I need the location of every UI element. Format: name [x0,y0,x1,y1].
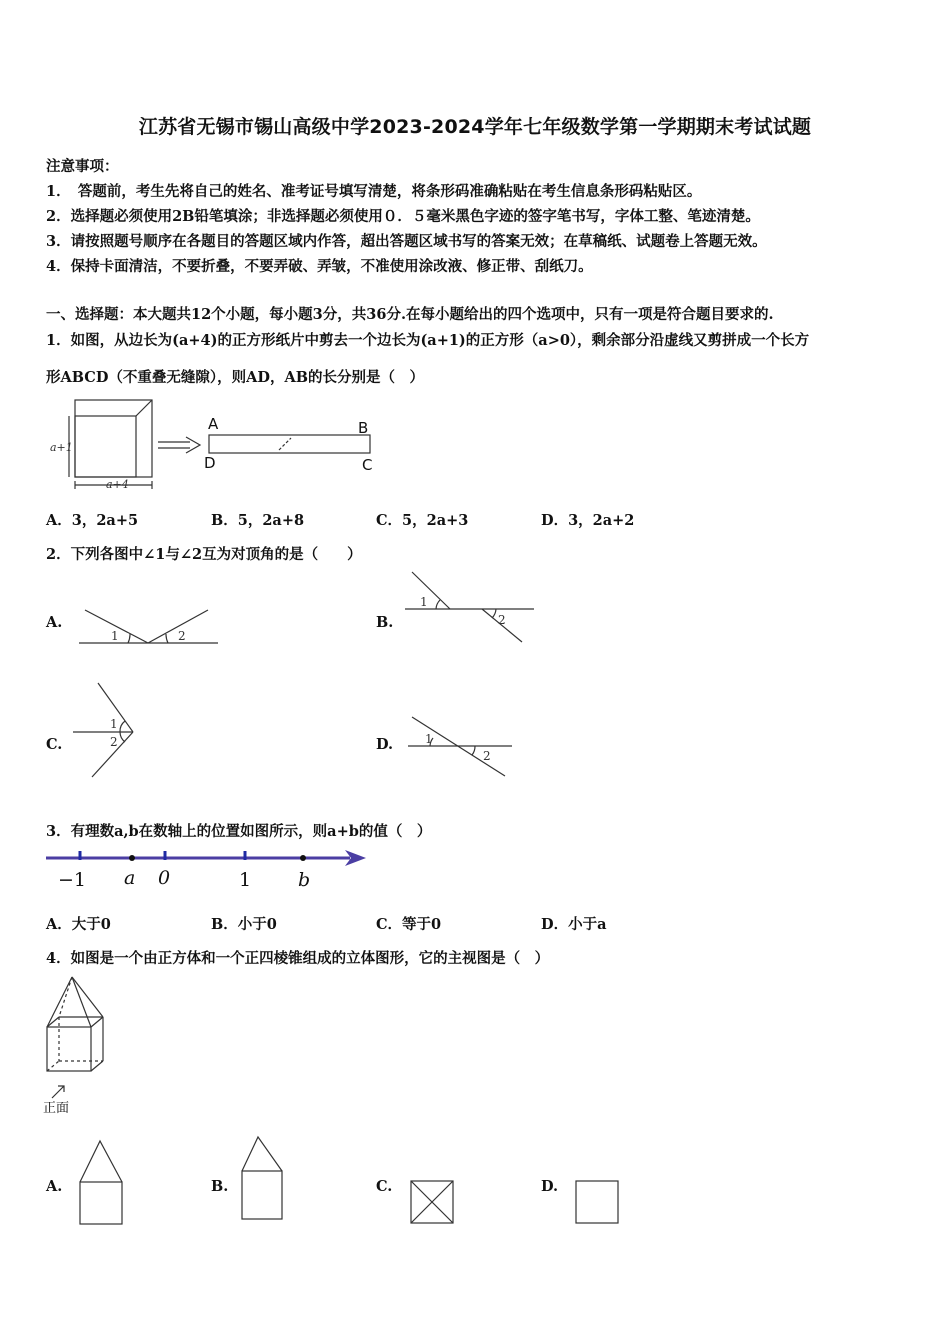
q2-label-a: A. [46,614,63,631]
q3-stem: 3．有理数a,b在数轴上的位置如图所示，则a+b的值（ ） [46,823,432,840]
q2c-angle1: 1 [110,717,118,731]
q4-front-label: 正面 [43,1101,70,1116]
q3-point-b: b [298,869,311,891]
q4-label-a: A. [46,1178,63,1195]
q2d-angle2: 2 [483,749,491,763]
q4-option-b-figure [238,1133,293,1228]
q4-solid-figure [42,972,112,1117]
q1-inner-square [75,416,136,477]
q2a-angle2: 2 [178,629,186,643]
q4-label-b: B. [211,1178,229,1195]
q2b-angle1: 1 [420,595,428,609]
q2-label-c: C. [46,736,63,753]
q1-stem-line2: 形ABCD（不重叠无缝隙），则AD，AB的长分别是（ ） [46,369,424,386]
q1-option-d: D．3，2a+2 [541,512,635,529]
q3-point-a: a [124,867,136,889]
q1-figure [40,395,380,495]
page-title: 江苏省无锡市锡山高级中学2023-2024学年七年级数学第一学期期末考试试题 [138,116,812,138]
notice-item: 3．请按照题号顺序在各题目的答题区域内作答，超出答题区域书写的答案无效；在草稿纸、试题卷上答题无效。 [46,233,767,250]
q4-label-c: C. [376,1178,393,1195]
q2-label-b: B. [376,614,394,631]
q1-option-a: A．3，2a+5 [46,512,139,529]
q3-tick-minus1: −1 [58,869,87,891]
q4-stem: 4．如图是一个由正方体和一个正四棱锥组成的立体图形，它的主视图是（ ） [46,950,550,967]
q2-figure-d [400,710,520,780]
q3-option-a: A．大于0 [46,916,111,933]
q3-tick-1: 1 [239,869,252,891]
q1-vertex-c: C [362,456,373,474]
q4-option-a-figure [75,1136,130,1231]
q2a-angle1: 1 [111,629,119,643]
q4-option-c-figure [408,1178,458,1228]
q2-stem: 2．下列各图中∠1与∠2互为对顶角的是（ ） [46,546,362,563]
q1-stem-line1: 1．如图，从边长为(a+4)的正方形纸片中剪去一个边长为(a+1)的正方形（a>0），剩余部分沿虚线又剪拼成一个长方 [46,332,810,349]
q3-tick-0: 0 [158,867,171,889]
q4-label-d: D. [541,1178,559,1195]
q1-bottom-label: a+4 [106,478,129,491]
q2-figure-a [75,600,225,650]
notice-item: 1． 答题前，考生先将自己的姓名、准考证号填写清楚，将条形码准确粘贴在考生信息条形码粘贴区。 [46,183,702,200]
q1-vertex-d: D [204,454,216,472]
q3-option-c: C．等于0 [376,916,442,933]
q1-vertex-a: A [208,415,219,433]
notice-heading: 注意事项： [46,158,119,175]
q1-option-c: C．5，2a+3 [376,512,469,529]
q1-option-b: B．5，2a+8 [211,512,305,529]
q3-option-b: B．小于0 [211,916,277,933]
q1-rectangle-abcd [209,435,370,453]
q2d-angle1: 1 [425,732,433,746]
q1-side-label: a+1 [50,441,73,454]
notice-item: 4．保持卡面清洁，不要折叠，不要弄破、弄皱，不准使用涂改液、修正带、刮纸刀。 [46,258,593,275]
q2-figure-c [70,680,150,780]
q2b-angle2: 2 [498,613,506,627]
q3-option-d: D．小于a [541,916,607,933]
q2-label-d: D. [376,736,394,753]
section-heading: 一、选择题：本大题共12个小题，每小题3分，共36分.在每小题给出的四个选项中，只有一项是符合题目要求的. [46,306,774,323]
notice-item: 2．选择题必须使用2B铅笔填涂；非选择题必须使用０．５毫米黑色字迹的签字笔书写，字体工整、笔迹清楚。 [46,208,760,225]
q4-option-d-figure [573,1178,623,1228]
q1-arrow [158,437,200,453]
q3-number-line [40,845,380,895]
q1-vertex-b: B [358,419,369,437]
q2-figure-b [400,570,540,650]
q2c-angle2: 2 [110,735,118,749]
